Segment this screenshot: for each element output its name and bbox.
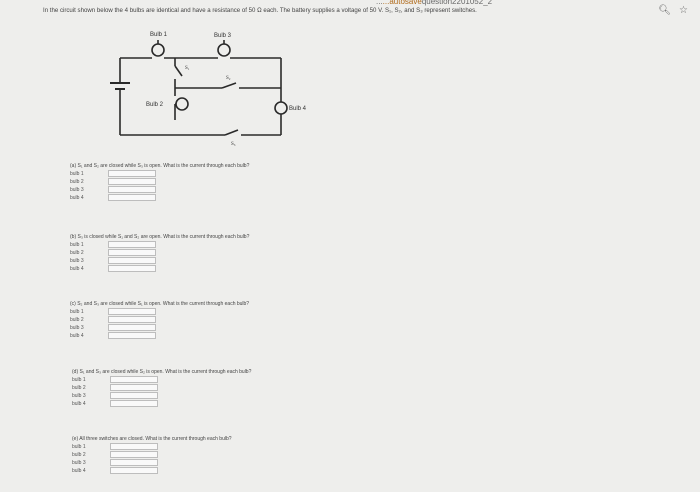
answer-row [72, 468, 232, 476]
star-icon[interactable]: ☆ [679, 5, 688, 16]
bulb-label: bulb 4 [70, 195, 84, 201]
bulb-label: bulb 3 [70, 325, 84, 331]
question-text: (e) All three switches are closed. What is the current through each bulb? [72, 436, 232, 442]
page-url-fragment: ......autosavequestion2201052_2 [376, 0, 493, 6]
bulb-2-icon [176, 98, 188, 110]
answer-input[interactable] [110, 400, 158, 407]
bulb-label: bulb 2 [72, 452, 86, 458]
bulb-1-icon [152, 44, 164, 56]
circuit-diagram [0, 0, 700, 160]
answer-row [72, 401, 251, 409]
bulb-label: bulb 4 [72, 401, 86, 407]
answer-input[interactable] [110, 443, 158, 450]
answer-row [72, 385, 251, 393]
question-text: (d) S₁ and S₃ are closed while S₂ is open. What is the current through each bulb? [72, 369, 252, 375]
bulb-2-label: Bulb 2 [146, 102, 164, 108]
switch-s3 [225, 130, 238, 135]
bulb-3-icon [218, 44, 230, 56]
answer-input[interactable] [110, 384, 158, 391]
switch-s1-label: S₁ [185, 66, 190, 71]
bulb-label: bulb 1 [70, 171, 84, 177]
answer-input[interactable] [108, 194, 156, 201]
search-icon[interactable]: 🔍︎ [658, 5, 672, 16]
question-part-c [70, 301, 249, 341]
answer-row [70, 195, 249, 203]
answer-row [70, 317, 249, 325]
bulb-label: bulb 3 [72, 393, 86, 399]
answer-row [72, 377, 251, 385]
bulb-1-label: Bulb 1 [150, 32, 168, 38]
answer-input[interactable] [108, 249, 156, 256]
question-text: (c) S₂ and S₃ are closed while S₁ is open. What is the current through each bulb? [70, 301, 250, 307]
answer-row [70, 242, 249, 250]
answer-row [72, 393, 251, 401]
answer-row [70, 258, 249, 266]
bulb-3-label: Bulb 3 [214, 33, 232, 39]
bulb-label: bulb 4 [72, 468, 86, 474]
answer-row [70, 325, 249, 333]
switch-s2 [222, 83, 236, 88]
bulb-label: bulb 4 [70, 266, 84, 272]
bulb-label: bulb 3 [70, 187, 84, 193]
bulb-4-label: Bulb 4 [289, 106, 307, 112]
answer-input[interactable] [110, 467, 158, 474]
answer-input[interactable] [108, 316, 156, 323]
switch-s1 [175, 66, 182, 76]
bulb-label: bulb 2 [72, 385, 86, 391]
answer-input[interactable] [110, 451, 158, 458]
answer-row [70, 171, 249, 179]
bulb-label: bulb 3 [72, 460, 86, 466]
question-part-a [70, 163, 249, 203]
question-part-d [72, 369, 251, 409]
answer-input[interactable] [108, 170, 156, 177]
answer-input[interactable] [108, 178, 156, 185]
bulb-label: bulb 4 [70, 333, 84, 339]
answer-row [70, 179, 249, 187]
answer-input[interactable] [110, 459, 158, 466]
bulb-4-icon [275, 102, 287, 114]
question-prompt: In the circuit shown below the 4 bulbs are identical and have a resistance of 50 Ω each. The battery supplies a voltage of 50 V. S₁, S₂, and S₃ represent switches. [43, 7, 477, 14]
question-part-e [72, 436, 232, 476]
answer-input[interactable] [108, 257, 156, 264]
bulb-label: bulb 1 [72, 377, 86, 383]
switch-s3-label: S₃ [231, 142, 236, 147]
answer-row [70, 266, 249, 274]
bulb-label: bulb 1 [70, 309, 84, 315]
bulb-label: bulb 1 [72, 444, 86, 450]
answer-input[interactable] [108, 308, 156, 315]
answer-input[interactable] [108, 186, 156, 193]
bulb-label: bulb 3 [70, 258, 84, 264]
answer-input[interactable] [108, 265, 156, 272]
answer-input[interactable] [110, 376, 158, 383]
bulb-label: bulb 2 [70, 317, 84, 323]
bulb-label: bulb 1 [70, 242, 84, 248]
question-part-b [70, 234, 249, 274]
bulb-label: bulb 2 [70, 179, 84, 185]
answer-row [70, 333, 249, 341]
answer-input[interactable] [108, 241, 156, 248]
bulb-label: bulb 2 [70, 250, 84, 256]
answer-input[interactable] [108, 324, 156, 331]
answer-row [70, 250, 249, 258]
question-text: (a) S₁ and S₂ are closed while S₃ is open. What is the current through each bulb? [70, 163, 250, 169]
answer-input[interactable] [108, 332, 156, 339]
switch-s2-label: S₂ [226, 76, 231, 81]
answer-row [70, 309, 249, 317]
answer-input[interactable] [110, 392, 158, 399]
question-text: (b) S₃ is closed while S₁ and S₂ are open. What is the current through each bulb? [70, 234, 250, 240]
answer-row [70, 187, 249, 195]
